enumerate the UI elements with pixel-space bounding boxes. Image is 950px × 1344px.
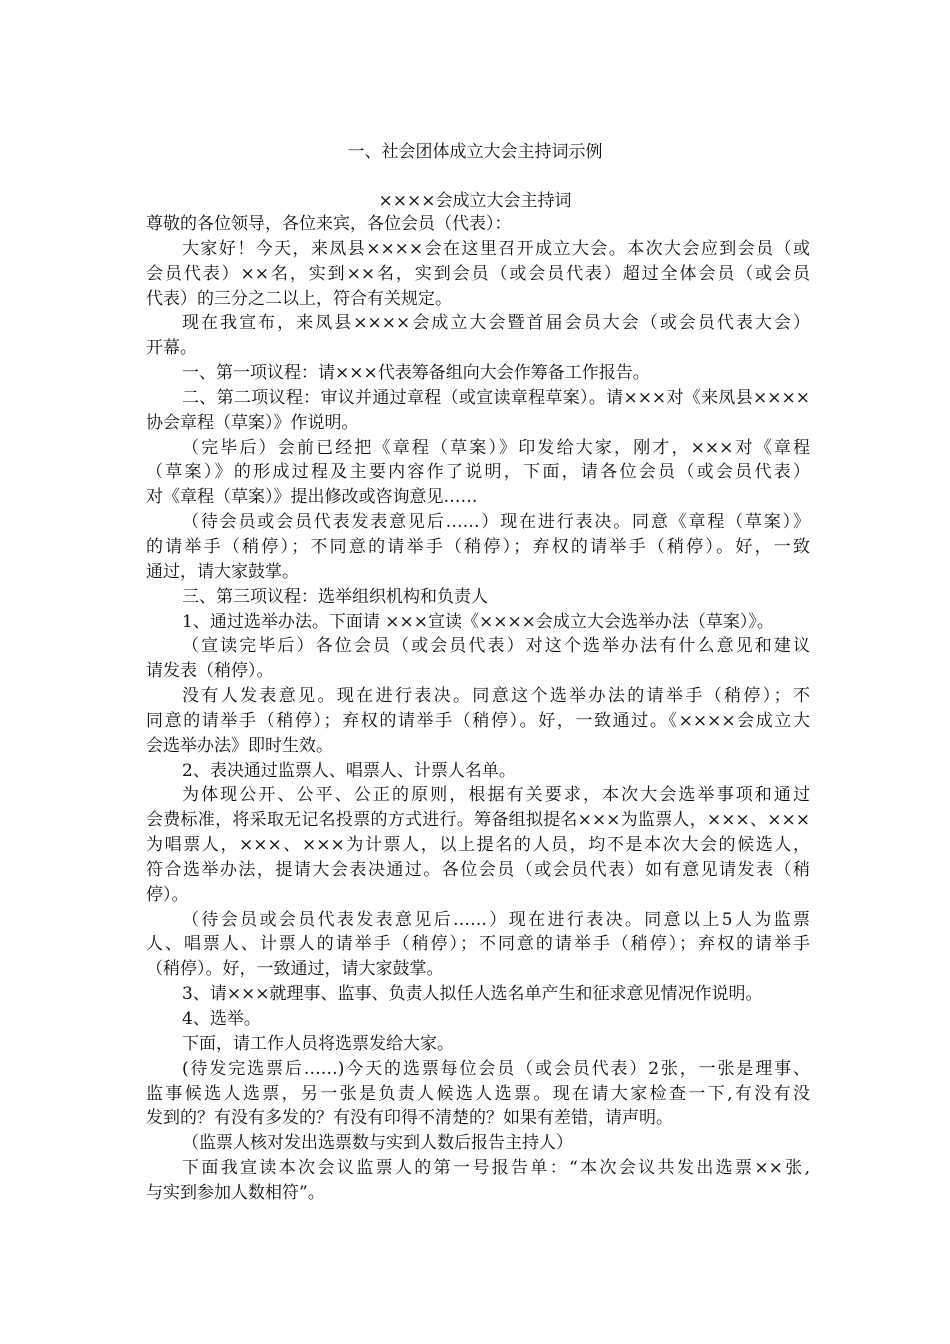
paragraph-line: 协会章程（草案）》作说明。: [146, 412, 359, 433]
paragraph-line: 与实到参加人数相符”。: [146, 1182, 325, 1203]
paragraph-line: 为体现公开、公平、公正的原则，根据有关要求，本次大会选举事项和通过: [182, 785, 810, 806]
paragraph-line: 下面，请工作人员将选票发给大家。: [182, 1033, 454, 1054]
paragraph-line: 一、第一项议程：请×××代表筹备组向大会作筹备工作报告。: [182, 363, 650, 384]
paragraph-line: （待会员或会员代表发表意见后……）现在进行表决。同意《章程（草案）》: [182, 512, 810, 533]
paragraph-line: 3、请×××就理事、监事、负责人拟任人选名单产生和征求意见情况作说明。: [182, 984, 763, 1005]
paragraph-line: 代表）的三分之二以上，符合有关规定。: [146, 288, 452, 309]
paragraph-line: 会选举办法》即时生效。: [146, 735, 333, 756]
paragraph-line: 为唱票人，×××、×××为计票人，以上提名的人员，均不是本次大会的候选人，: [146, 835, 810, 856]
paragraph-line: 现在我宣布，来凤县××××会成立大会暨首届会员大会（或会员代表大会）: [182, 313, 810, 334]
paragraph-line: 4、选举。: [182, 1009, 261, 1029]
paragraph-line: (待发完选票后……)今天的选票每位会员（或会员代表）2张，一张是理事、: [182, 1058, 810, 1079]
paragraph-line: 停）。: [146, 884, 189, 905]
paragraph-line: 发到的？有没有多发的？有没有印得不清楚的？如果有差错，请声明。: [146, 1108, 673, 1129]
paragraph-line: 2、表决通过监票人、唱票人、计票人名单。: [182, 760, 516, 781]
paragraph-line: 请发表（稍停）。: [146, 661, 274, 682]
paragraph-line: 二、第二项议程：审议并通过章程（或宣读章程草案）。请×××对《来凤县××××: [182, 387, 810, 408]
paragraph-line: （宣读完毕后）各位会员（或会员代表）对这个选举办法有什么意见和建议: [182, 636, 810, 657]
paragraph-line: 下面我宣读本次会议监票人的第一号报告单：“本次会议共发出选票××张,: [182, 1158, 810, 1179]
paragraph-line: （稍停）。好，一致通过，请大家鼓掌。: [146, 959, 444, 980]
paragraph-line: 没有人发表意见。现在进行表决。同意这个选举办法的请举手（稍停）；不: [182, 686, 810, 707]
paragraph-line: 监事候选人选票，另一张是负责人候选人选票。现在请大家检查一下,有没有没: [146, 1083, 810, 1104]
paragraph-line: 会员代表）××名，实到××名，实到会员（或会员代表）超过全体会员（或会员: [146, 263, 810, 284]
paragraph-line: 通过，请大家鼓掌。: [146, 561, 299, 582]
document-title: 一、社会团体成立大会主持词示例: [347, 142, 603, 162]
paragraph-line: 1、通过选举办法。下面请 ×××宣读《××××会成立大会选举办法（草案）》。: [182, 611, 774, 632]
paragraph-line: （待会员或会员代表发表意见后……）现在进行表决。同意以上5人为监票: [182, 909, 810, 930]
paragraph-line: 的请举手（稍停）；不同意的请举手（稍停）；弃权的请举手（稍停）。好，一致: [146, 536, 810, 557]
paragraph-line: 三、第三项议程：选举组织机构和负责人: [182, 586, 488, 607]
paragraph-line: 对《章程（草案）》提出修改或咨询意见……: [146, 487, 478, 508]
paragraph-line: 尊敬的各位领导，各位来宾，各位会员（代表）：: [146, 214, 512, 234]
document-body: [146, 212, 810, 1206]
paragraph-line: 大家好！今天，来凤县××××会在这里召开成立大会。本次大会应到会员（或: [182, 238, 810, 259]
paragraph-line: 人、唱票人、计票人的请举手（稍停）；不同意的请举手（稍停）；弃权的请举手: [146, 934, 810, 955]
paragraph-line: （草案）》的形成过程及主要内容作了说明，下面，请各位会员（或会员代表）: [146, 462, 810, 483]
paragraph-line: 会费标准，将采取无记名投票的方式进行。筹备组拟提名×××为监票人，×××、×××: [146, 810, 810, 831]
document-subtitle: ××××会成立大会主持词: [378, 191, 572, 211]
paragraph-line: 开幕。: [146, 338, 197, 359]
paragraph-line: 同意的请举手（稍停）；弃权的请举手（稍停）。好，一致通过。《××××会成立大: [146, 710, 810, 731]
paragraph-line: （监票人核对发出选票数与实到人数后报告主持人）: [182, 1133, 573, 1154]
paragraph-line: 符合选举办法，提请大会表决通过。各位会员（或会员代表）如有意见请发表（稍: [146, 859, 810, 880]
paragraph-line: （完毕后）会前已经把《章程（草案）》印发给大家，刚才，×××对《章程: [182, 437, 810, 458]
